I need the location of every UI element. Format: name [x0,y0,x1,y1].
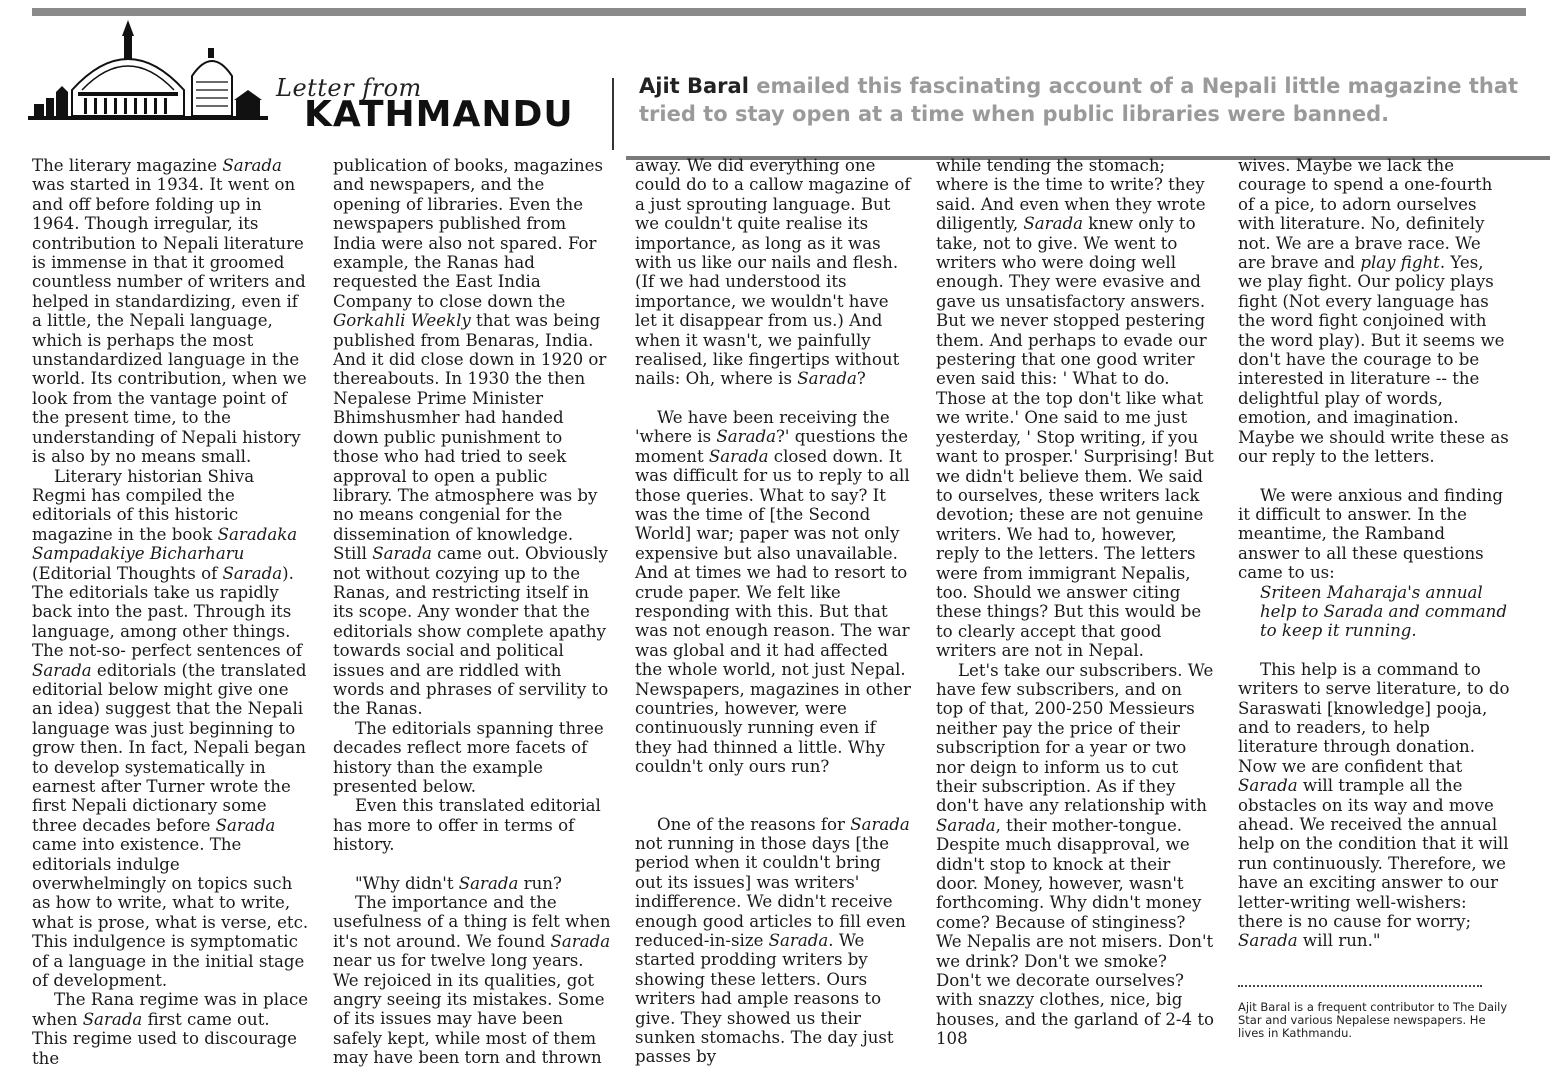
italic-text: Sarada [1023,214,1083,234]
text-run: (Editorial Thoughts of [32,563,223,583]
article-column-1 [32,156,310,1068]
text-run: will trample all the obstacles on its way and move ahead. We received the annual help on the condition that it will run continuously. Therefore, we have an exciting answer to our letter-writing well-wishers: there is no cause for worry; [1238,776,1509,932]
paragraph [333,893,611,1068]
italic-text: Sarada [797,369,857,389]
dek-author: Ajit Baral [639,74,749,98]
paragraph [936,661,1214,1049]
text-run: Even this translated editorial has more to offer in terms of history. [333,796,601,855]
text-run: We have been receiving the 'where is [635,407,890,447]
masthead [28,20,1526,138]
text-run: while tending the stomach; where is the time to write? they said. And even when they wrote diligently, [936,156,1206,234]
article-column-2 [333,156,611,1068]
italic-text: Sarada [372,544,432,564]
kathmandu-title: KATHMANDU [304,94,574,135]
text-run: closed down. It was difficult for us to reply to all those queries. What to say? It was the time of [the Second World] war; paper was not only expensive but also unavailable. And at times we had to resort to crude paper. We felt like responding with this. But that was not enough reason. The war was global and it had affected the whole world, not just Nepal. Newspapers, magazines in other countries, however, were continuously running even if they had thinned a little. Why couldn't only ours run? [635,446,911,777]
italic-text: play fight [1360,253,1440,273]
paragraph [32,156,310,467]
text-run: that was being published from Benaras, India. And it did close down in 1920 or thereabouts. In 1930 the then Nepalese Prime Minister Bhimshusmher had handed down public punishment to those who had tried to seek approval to open a public library. The atmosphere was by no means congenial for the dissemination of knowledge. Still [333,311,607,564]
paragraph [635,408,913,777]
italic-text: Sarada [550,931,611,951]
text-run: The importance and the usefulness of a thing is felt when it's not around. We found [333,893,611,951]
italic-text: Sarada [32,660,92,680]
italic-text: Sarada [215,815,276,835]
paragraph [333,796,611,854]
dek-text: emailed this fascinating account of a Nepali little magazine that tried to stay open at a time when public libraries were banned. [639,74,1519,126]
text-run: wives. Maybe we lack the courage to spend a one-fourth of a pice, to adorn ourselves with literature. No, definitely not. We are a brave race. We are brave and [1238,156,1493,273]
paragraph [1238,660,1510,951]
text-run: . We started prodding writers by showing these letters. Ours writers had ample reasons to give. They showed us their sunken stomachs. The day just passes by [635,931,894,1067]
italic-text: Saradaka Sampadakiye Bicharharu [32,524,298,564]
masthead-divider [612,78,614,150]
article-column-3 [635,156,913,1067]
text-run: came out. Obviously not without cozying up to the Ranas, and restricting itself in its scope. Any wonder that the editorials show complete apathy towards social and political issues and are riddled with words and phrases of servility to the Ranas. [333,544,609,719]
paragraph-gap [1238,467,1510,486]
top-rule [32,8,1526,16]
text-run: Let's take our subscribers. We have few subscribers, and on top of that, 200-250 Messieurs neither pay the price of their subscription for a year or two nor deign to inform us to cut their subscription. As if they don't have any relationship with [936,660,1214,816]
paragraph-gap [635,777,913,796]
text-run: was started in 1934. It went on and off before folding up in 1964. Though irregular, its contribution to Nepali literature is immense in that it groomed countless number of writers and helped in standardizing, even if a little, the Nepali language, which is perhaps the most unstandardized language in the world. Its contribution, when we look from the vantage point of the present time, to the understanding of Nepali history is also by no means small. [32,175,307,467]
paragraph [1238,156,1510,467]
text-run: The literary magazine [32,156,223,175]
text-run: One of the reasons for [657,814,851,834]
paragraph [32,467,310,991]
italic-text: Sarada [768,931,829,951]
text-run: We were anxious and finding it difficult to answer. In the meantime, the Ramband answer to all these questions came to us: [1238,485,1504,583]
italic-text: Sarada [1238,931,1298,951]
text-run: came into existence. The editorials indulge overwhelmingly on topics such as how to write, what to write, what is prose, what is verse, etc. This indulgence is symptomatic of a language in the initial stage of development. [32,835,309,991]
paragraph-gap [333,855,611,874]
text-run: first came out. This regime used to discourage the [32,1009,297,1068]
paragraph-gap [635,389,913,408]
kathmandu-skyline-illustration [28,20,268,138]
text-run: The Rana regime was in place when [32,990,309,1029]
paragraph-gap [635,796,913,815]
paragraph [333,719,611,797]
text-run: run? [518,873,562,893]
italic-text: Sarada [716,427,777,447]
text-run: editorials (the translated editorial below might give one an idea) suggest that the Nepali language was just beginning to grow then. In fact, Nepali began to develop systematically in earnest after Turner wrote the first Nepali dictionary some three decades before [32,660,307,835]
article-dek [639,72,1539,128]
text-run: ?' questions the moment [635,427,909,466]
text-run: , their mother-tongue. Despite much disapproval, we didn't stop to knock at their door. Money, however, wasn't forthcoming. Why didn't money come? Because of stinginess? We Nepalis are not misers. Don't we drink? Don't we smoke? Don't we decorate ourselves? with snazzy clothes, nice, big houses, and the garland of 2-4 to 108 [936,815,1214,1049]
paragraph [936,156,1214,661]
text-run: This help is a command to writers to serve literature, to do Saraswati [knowledge] pooja, and to readers, to help literature through donation. Now we are confident that [1238,659,1510,776]
paragraph [333,874,611,893]
article-column-4 [936,156,1214,1056]
italic-text: Sarada [222,563,283,583]
letter-from-script: Letter from [276,74,422,102]
text-run: ). The editorials take us rapidly back into the past. Through its language, among other things. The not-so- perfect sentences of [32,563,302,661]
paragraph [635,156,913,389]
paragraph [1238,486,1510,583]
dotted-rule [1238,985,1482,987]
text-run: not running in those days [the period when it couldn't bring out its issues] was writers' indifference. We didn't receive enough good articles to fill even reduced-in-size [635,834,906,951]
italic-text: Sarada [82,1009,143,1029]
text-run: publication of books, magazines and newspapers, and the opening of libraries. Even the newspapers published from India were also not spared. For example, the Ranas had requested the East India Company to close down the [333,156,604,311]
italic-text: Sarada [1238,776,1298,796]
italic-text: Sarada [708,446,769,466]
italic-quote: Sriteen Maharaja's annual help to Sarada and command to keep it running. [1260,582,1507,641]
italic-text: Sarada [458,873,519,893]
text-run: . Yes, we play fight. Our policy plays fight (Not every language has the word fight conjoined with the word play). But it seems we don't have the courage to be interested in literature -- the delightful play of words, emotion, and imagination. Maybe we should write these as our reply to the letters. [1238,253,1509,467]
text-run: away. We did everything one could do to a callow magazine of a just sprouting language. But we couldn't quite realise its importance, as long as it was with us like our nails and flesh. (If we had understood its importance, we wouldn't have let it disappear from us.) And when it wasn't, we painfully realised, like fingertips without nails: Oh, where is [635,156,911,389]
italic-text: Sarada [222,156,282,175]
paragraph [635,815,913,1067]
text-run: knew only to take, not to give. We went to writers who were doing well enough. They were evasive and gave us unsatisfactory answers. But we never stopped pestering them. And perhaps to evade our pestering that one good writer even said this: ' What to do. Those at the top don't like what we write.' One said to me just yesterday, ' Stop writing, if you want to prosper.' Surprising! But we didn't believe them. We said to ourselves, these writers lack devotion; these are not genuine writers. We had to, however, reply to the letters. The letters were from immigrant Nepalis, too. Should we answer citing these things? But this would be to clearly accept that good writers are not in Nepal. [936,214,1214,661]
text-run: The editorials spanning three decades reflect more facets of history than the example presented below. [333,718,604,796]
text-run: near us for twelve long years. We rejoiced in its qualities, got angry seeing its mistakes. Some of its issues may have been safely kept, while most of them may have been torn and thrown [333,951,605,1068]
article-column-5 [1238,156,1510,1056]
italic-text: Sarada [850,814,910,834]
text-run: "Why didn't [355,873,459,893]
italic-text: Sarada [936,815,996,835]
paragraph-gap [1238,641,1510,660]
italic-text: Gorkahli Weekly [333,311,471,331]
text-run: ? [856,369,866,389]
text-run: will run." [1297,931,1381,951]
column-brand [274,72,604,152]
author-bio: Ajit Baral is a frequent contributor to The Daily Star and various Nepalese newspapers. He lives in Kathmandu. [1238,999,1508,1040]
text-run: Literary historian Shiva Regmi has compiled the editorials of this historic magazine in the book [32,466,255,544]
paragraph [32,990,310,1068]
paragraph [333,156,611,719]
